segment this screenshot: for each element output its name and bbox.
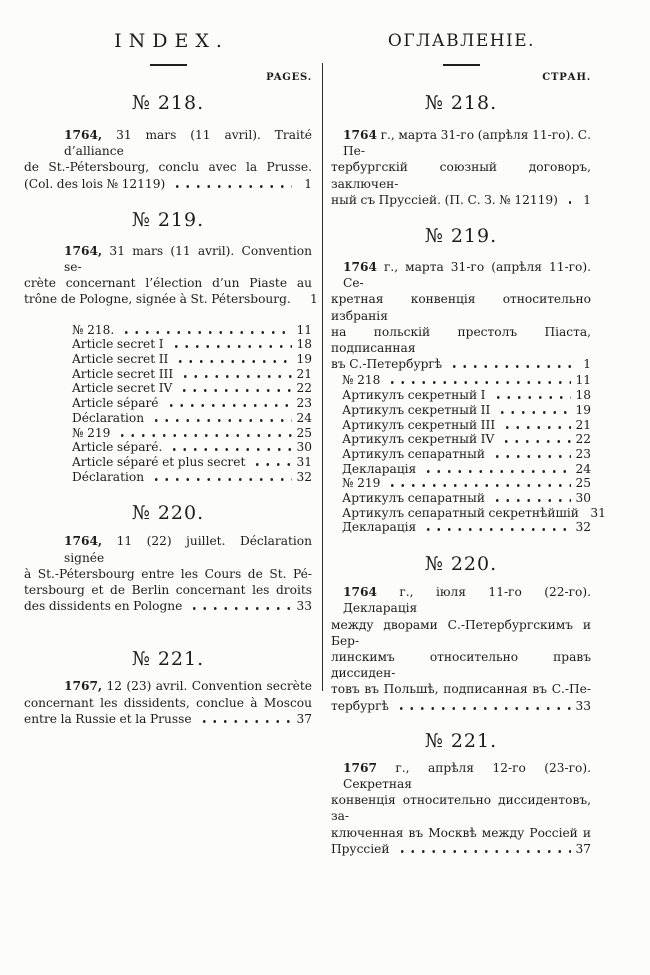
toc-entry-label: Article secret III — [72, 366, 174, 381]
toc-row — [331, 462, 591, 477]
dot-leader — [252, 463, 292, 466]
toc-entry-label: Article secret I — [72, 337, 164, 352]
entry-lastline — [331, 698, 591, 714]
toc-entry-label: № 218. — [72, 322, 115, 337]
page-number: 24 — [296, 410, 312, 425]
entry-220 — [24, 533, 312, 614]
entry-text: (Col. des lois № 12119) — [24, 176, 166, 191]
toc-row — [331, 403, 591, 418]
entry-text: des dissidents en Pologne — [24, 599, 183, 614]
toc-row — [24, 352, 312, 367]
entry-text: 12 (23) avril. Convention secrète — [102, 679, 312, 694]
entry-text: ный съ Пруссіей. (П. С. З. № 12119) — [331, 192, 558, 207]
entry-text: г., іюля 11-го (22-го). Декларація — [343, 585, 591, 616]
page-number: 18 — [575, 388, 591, 403]
page-number: 21 — [575, 417, 591, 432]
page-number: 1 — [583, 357, 591, 372]
entry-line: конвенція относительно диссидентовъ, за- — [331, 793, 591, 824]
page-number: 32 — [575, 520, 591, 535]
toc-entry-label: Артикулъ секретный I — [342, 388, 486, 403]
entry-year: 1767 — [343, 760, 377, 775]
toc-entry-label: Article secret II — [72, 352, 169, 367]
entry-220 — [331, 584, 591, 714]
dot-leader — [492, 455, 571, 458]
entry-text: въ С.-Петербургѣ — [331, 357, 443, 372]
entry-text: 11 (22) juillet. Déclaration signée — [64, 534, 312, 565]
toc-row — [331, 432, 591, 447]
dot-leader — [180, 375, 292, 378]
column-title-russian: ОГЛАВЛЕНІЕ. — [387, 31, 536, 51]
toc-row — [24, 337, 312, 352]
toc-entry-label: Article secret IV — [72, 381, 173, 396]
toc-list-french — [24, 323, 312, 485]
page-number: 33 — [575, 698, 591, 713]
page-number: 11 — [575, 373, 591, 388]
dot-leader — [169, 448, 292, 451]
entry-text: 31 mars (11 avril). Traité d’alliance — [64, 128, 312, 159]
dot-leader — [171, 345, 292, 348]
page-number: 31 — [590, 505, 606, 520]
page-number: 31 — [296, 454, 312, 469]
page-number: 22 — [575, 432, 591, 447]
pages-column-label: PAGES. — [266, 72, 312, 83]
dot-leader — [397, 850, 572, 853]
section-heading-219: № 219. — [424, 225, 498, 248]
toc-row — [331, 491, 591, 506]
toc-entry-label: Артикулъ секретный II — [342, 402, 491, 417]
page-number: 33 — [296, 599, 312, 614]
dot-leader — [423, 528, 571, 531]
toc-row — [24, 470, 312, 485]
section-heading-221: № 221. — [131, 648, 205, 671]
page-number: 30 — [575, 491, 591, 506]
entry-line — [331, 584, 591, 616]
entry-year: 1764 — [343, 260, 377, 275]
toc-row — [331, 418, 591, 433]
title-rule — [150, 64, 187, 66]
entry-line — [331, 259, 591, 291]
toc-entry-label: Article séparé et plus secret — [72, 454, 246, 469]
dot-leader — [449, 365, 571, 368]
section-heading-220: № 220. — [131, 502, 205, 525]
entry-text: entre la Russie et la Prusse — [24, 711, 192, 726]
entry-lastline — [331, 356, 591, 372]
page-number: 21 — [296, 366, 312, 381]
entry-line — [24, 243, 312, 275]
entry-text: 31 mars (11 avril). Convention se- — [64, 243, 312, 275]
dot-leader — [501, 440, 571, 443]
entry-219 — [331, 259, 591, 372]
toc-row — [24, 381, 312, 396]
page-number: 1 — [310, 292, 318, 307]
title-rule — [443, 64, 480, 66]
toc-entry-label: Article séparé. — [72, 440, 163, 455]
page-number: 32 — [296, 469, 312, 484]
toc-row — [331, 447, 591, 462]
toc-row — [24, 396, 312, 411]
page-number: 1 — [304, 176, 312, 191]
toc-row — [331, 476, 591, 491]
column-divider — [322, 63, 323, 691]
entry-line — [24, 678, 312, 694]
toc-row — [24, 411, 312, 426]
entry-line: тербургскій союзный договоръ, заключен- — [331, 160, 591, 191]
page-number: 19 — [296, 352, 312, 367]
entry-text: г., апрѣля 12-го (23-го). Секретная — [343, 760, 591, 791]
toc-entry-label: № 218 — [342, 373, 381, 388]
entry-year: 1764, — [64, 128, 103, 142]
dot-leader — [189, 607, 292, 610]
toc-row — [24, 367, 312, 382]
entry-line: tersbourg et de Berlin concernant les droits — [24, 582, 312, 597]
entry-line: на польскій престолъ Піаста, подписанная — [331, 324, 591, 356]
dot-leader — [565, 201, 571, 204]
page-number: 19 — [575, 402, 591, 417]
toc-entry-label: № 219 — [342, 476, 381, 491]
dot-leader — [387, 381, 571, 384]
dot-leader — [199, 720, 292, 723]
dot-leader — [396, 707, 571, 710]
entry-lastline — [24, 598, 312, 614]
toc-entry-label: Артикулъ сепаратный — [342, 491, 485, 506]
toc-column-russian — [331, 30, 606, 857]
page-number: 1 — [583, 192, 591, 207]
entry-lastline — [331, 841, 591, 857]
dot-leader — [121, 331, 292, 334]
entry-line — [331, 760, 591, 792]
section-heading-218: № 218. — [424, 92, 498, 114]
entry-year: 1767, — [64, 679, 103, 694]
dot-leader — [492, 499, 571, 502]
toc-row — [24, 440, 312, 455]
dot-leader — [151, 478, 292, 481]
dot-leader — [151, 419, 292, 422]
entry-219 — [24, 243, 318, 308]
entry-lastline — [24, 176, 312, 192]
dot-leader — [175, 360, 292, 363]
page-number: 30 — [296, 440, 312, 455]
toc-entry-label: Déclaration — [72, 410, 145, 425]
section-heading-218: № 218. — [131, 92, 205, 114]
toc-entry-label: № 219 — [72, 425, 111, 440]
entry-year: 1764, — [64, 243, 103, 258]
entry-line: crète concernant l’élection d’un Piaste au — [24, 276, 312, 291]
entry-218 — [331, 127, 591, 208]
entry-text: trône de Pologne, signée à St. Pétersbourg. — [24, 292, 291, 307]
toc-entry-label: Артикулъ сепаратный секретнѣйшій — [342, 505, 579, 520]
section-heading-221: № 221. — [424, 729, 498, 752]
toc-row — [331, 520, 591, 535]
entry-line: de St.-Pétersbourg, conclu avec la Prusse. — [24, 160, 312, 175]
column-title-french: INDEX. — [114, 30, 229, 52]
entry-year: 1764, — [64, 534, 103, 549]
toc-entry-label: Déclaration — [72, 469, 145, 484]
page-number: 24 — [575, 461, 591, 476]
toc-entry-label: Декларація — [342, 520, 417, 535]
dot-leader — [179, 389, 292, 392]
dot-leader — [497, 411, 571, 414]
dot-leader — [166, 404, 292, 407]
dot-leader — [493, 396, 571, 399]
entry-year: 1764 — [343, 585, 377, 600]
entry-line — [24, 127, 312, 159]
entry-text: тербургѣ — [331, 698, 389, 713]
toc-entry-label: Артикулъ секретный III — [342, 417, 496, 432]
page-number: 25 — [575, 476, 591, 491]
entry-lastline — [24, 291, 318, 307]
entry-line — [24, 533, 312, 565]
page-number: 22 — [296, 381, 312, 396]
toc-row — [24, 426, 312, 441]
entry-line: линскимъ относительно правъ диссиден- — [331, 649, 591, 681]
entry-text: г., марта 31-го (апрѣля 11-го). Се- — [343, 260, 591, 291]
entry-line: concernant les dissidents, conclue à Moscou — [24, 695, 312, 710]
entry-line: товъ въ Польшѣ, подписанная въ С.-Пе- — [331, 682, 591, 697]
entry-221 — [331, 760, 591, 857]
entry-line: между дворами С.-Петербургскимъ и Бер- — [331, 617, 591, 648]
pages-column-label: СТРАН. — [542, 72, 591, 83]
entry-text: Пруссіей — [331, 841, 390, 856]
toc-row — [24, 323, 312, 338]
entry-221 — [24, 678, 312, 727]
toc-row — [24, 455, 312, 470]
entry-year: 1764 — [343, 128, 377, 142]
section-heading-219: № 219. — [131, 208, 205, 231]
page-number: 18 — [296, 337, 312, 352]
page-number: 25 — [296, 425, 312, 440]
page-number: 37 — [296, 711, 312, 726]
entry-line: à St.-Pétersbourg entre les Cours de St. Pé- — [24, 566, 312, 581]
page-number: 23 — [296, 396, 312, 411]
index-column-french — [24, 30, 318, 727]
entry-lastline — [331, 192, 591, 208]
dot-leader — [117, 434, 292, 437]
toc-entry-label: Артикулъ секретный IV — [342, 432, 495, 447]
page-number: 37 — [575, 841, 591, 856]
entry-line: кретная конвенція относительно избранія — [331, 292, 591, 323]
page-number: 11 — [296, 322, 312, 337]
toc-entry-label: Декларація — [342, 461, 417, 476]
entry-text: г., марта 31-го (апрѣля 11-го). С. Пе- — [343, 128, 591, 159]
toc-entry-label: Article séparé — [72, 396, 159, 411]
dot-leader — [387, 484, 571, 487]
toc-entry-label: Артикулъ сепаратный — [342, 446, 485, 461]
toc-list-russian — [331, 373, 606, 535]
toc-row — [331, 373, 591, 388]
dot-leader — [502, 426, 571, 429]
section-heading-220: № 220. — [424, 553, 498, 576]
entry-line: ключенная въ Москвѣ между Россіей и — [331, 825, 591, 840]
page-number: 23 — [575, 446, 591, 461]
toc-row — [331, 505, 606, 521]
toc-row — [331, 388, 591, 403]
entry-lastline — [24, 711, 312, 727]
dot-leader — [423, 470, 571, 473]
entry-218 — [24, 127, 312, 192]
dot-leader — [172, 185, 292, 188]
entry-line — [331, 127, 591, 159]
